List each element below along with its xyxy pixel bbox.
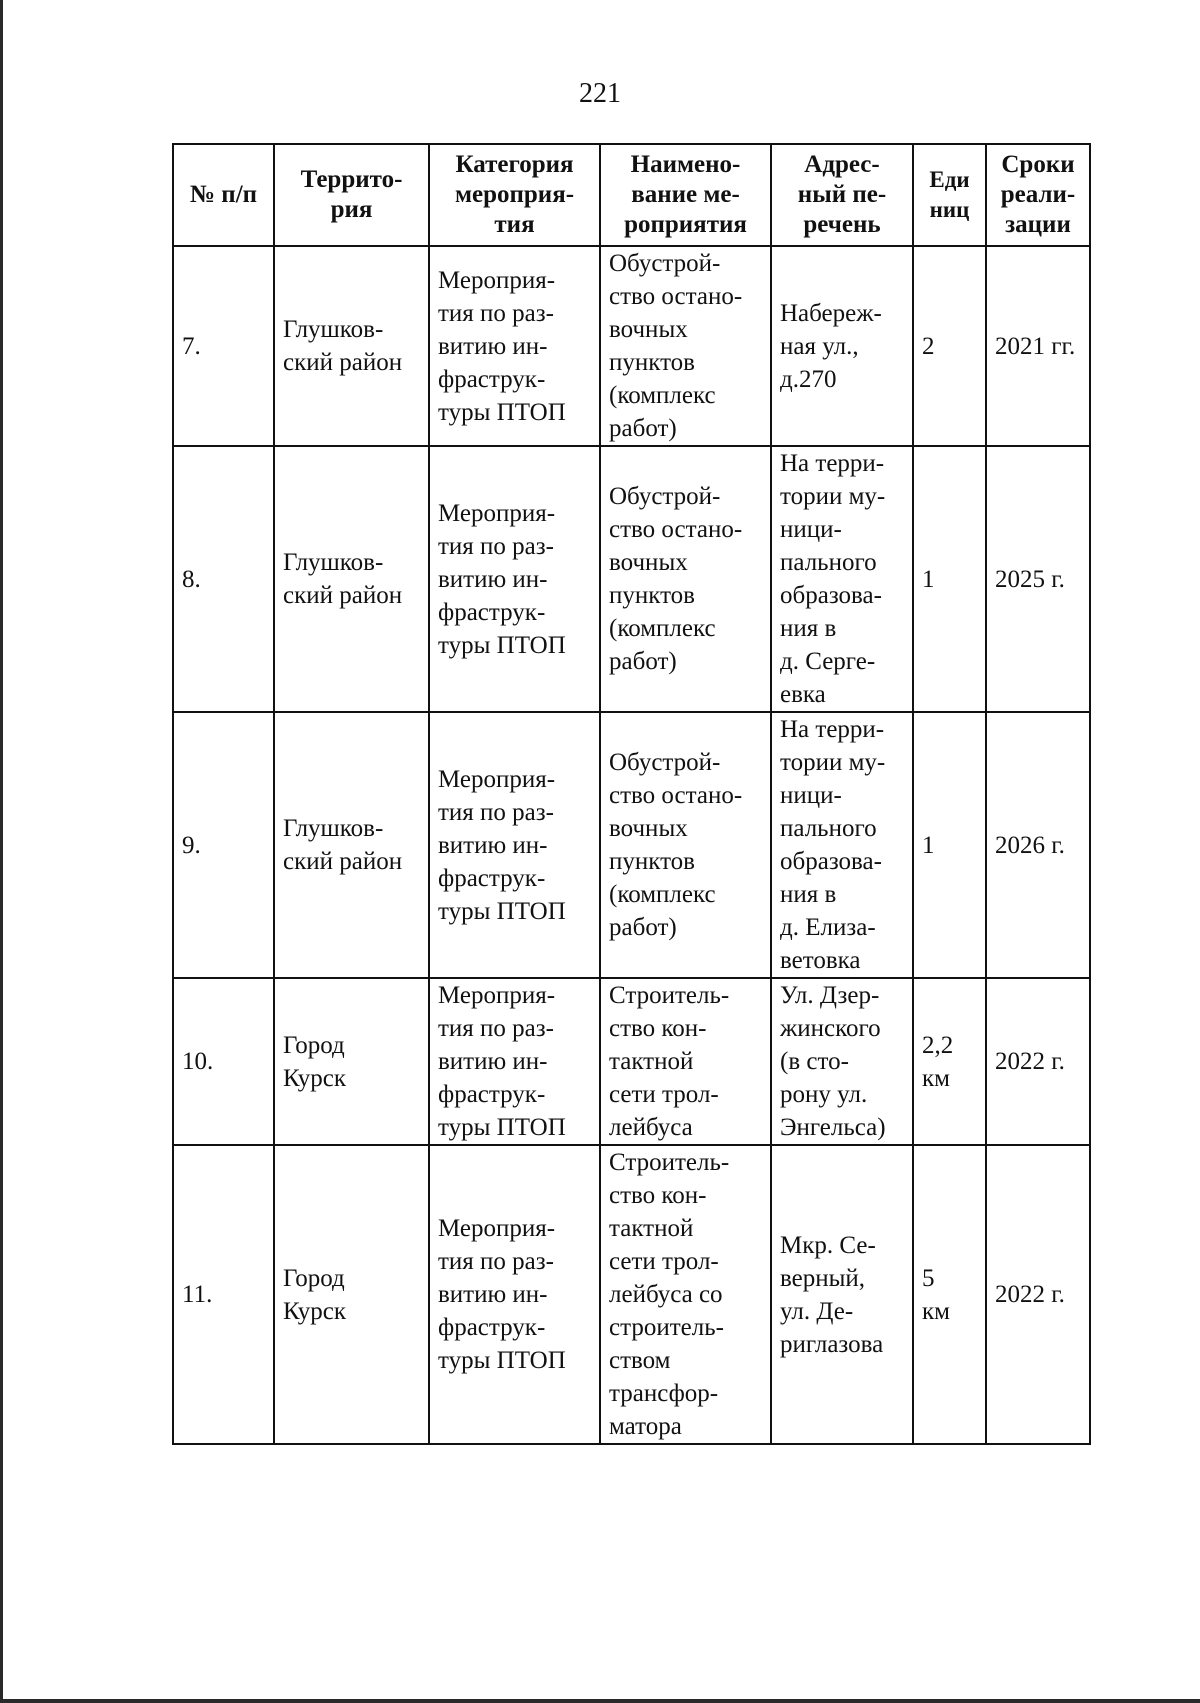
- row-address: На терри- тории му- ници- пального образова- ния в д. Серге- евка: [771, 446, 913, 712]
- row-category: Мероприя- тия по раз- витию ин- фраструк- туры ПТОП: [429, 1145, 600, 1444]
- row-units: 5 км: [913, 1145, 986, 1444]
- row-units: 2,2 км: [913, 978, 986, 1145]
- header-number: № п/п: [173, 144, 274, 246]
- row-period: 2026 г.: [986, 712, 1090, 978]
- row-name: Обустрой- ство остано- вочных пунктов (комплекс работ): [600, 446, 771, 712]
- table-row: [173, 246, 1090, 446]
- header-period: Сроки реали- зации: [986, 144, 1090, 246]
- row-units: 1: [913, 712, 986, 978]
- row-period: 2021 гг.: [986, 246, 1090, 446]
- header-address: Адрес- ный пе- речень: [771, 144, 913, 246]
- row-address: Мкр. Се- верный, ул. Де- риглазова: [771, 1145, 913, 1444]
- measures-table: [172, 143, 1091, 1445]
- row-territory: Город Курск: [274, 978, 429, 1145]
- scan-edge-left: [0, 0, 3, 1703]
- row-units: 1: [913, 446, 986, 712]
- table-row: [173, 446, 1090, 712]
- page-number: 221: [579, 78, 621, 109]
- row-period: 2022 г.: [986, 978, 1090, 1145]
- row-name: Обустрой- ство остано- вочных пунктов (комплекс работ): [600, 712, 771, 978]
- row-address: На терри- тории му- ници- пального образова- ния в д. Елиза- ветовка: [771, 712, 913, 978]
- scan-edge-bottom: [0, 1699, 1200, 1703]
- row-territory: Город Курск: [274, 1145, 429, 1444]
- header-category: Категория мероприя- тия: [429, 144, 600, 246]
- row-address: Ул. Дзер- жинского (в сто- рону ул. Энгельса): [771, 978, 913, 1145]
- table-row: [173, 978, 1090, 1145]
- header-name: Наимено- вание ме- роприятия: [600, 144, 771, 246]
- row-address: Набереж- ная ул., д.270: [771, 246, 913, 446]
- row-number: 7.: [173, 246, 274, 446]
- row-name: Обустрой- ство остано- вочных пунктов (комплекс работ): [600, 246, 771, 446]
- row-number: 10.: [173, 978, 274, 1145]
- row-name: Строитель- ство кон- тактной сети трол- лейбуса со строитель- ством трансфор- матора: [600, 1145, 771, 1444]
- row-number: 11.: [173, 1145, 274, 1444]
- table-header-row: [173, 144, 1090, 246]
- row-period: 2025 г.: [986, 446, 1090, 712]
- row-category: Мероприя- тия по раз- витию ин- фраструк- туры ПТОП: [429, 712, 600, 978]
- header-units: Еди ниц: [913, 144, 986, 246]
- table-row: [173, 712, 1090, 978]
- row-number: 9.: [173, 712, 274, 978]
- row-territory: Глушков- ский район: [274, 712, 429, 978]
- row-period: 2022 г.: [986, 1145, 1090, 1444]
- row-category: Мероприя- тия по раз- витию ин- фраструк- туры ПТОП: [429, 446, 600, 712]
- row-number: 8.: [173, 446, 274, 712]
- row-territory: Глушков- ский район: [274, 246, 429, 446]
- row-units: 2: [913, 246, 986, 446]
- row-name: Строитель- ство кон- тактной сети трол- лейбуса: [600, 978, 771, 1145]
- row-category: Мероприя- тия по раз- витию ин- фраструк- туры ПТОП: [429, 246, 600, 446]
- row-territory: Глушков- ский район: [274, 446, 429, 712]
- table-row: [173, 1145, 1090, 1444]
- row-category: Мероприя- тия по раз- витию ин- фраструк- туры ПТОП: [429, 978, 600, 1145]
- header-territory: Террито- рия: [274, 144, 429, 246]
